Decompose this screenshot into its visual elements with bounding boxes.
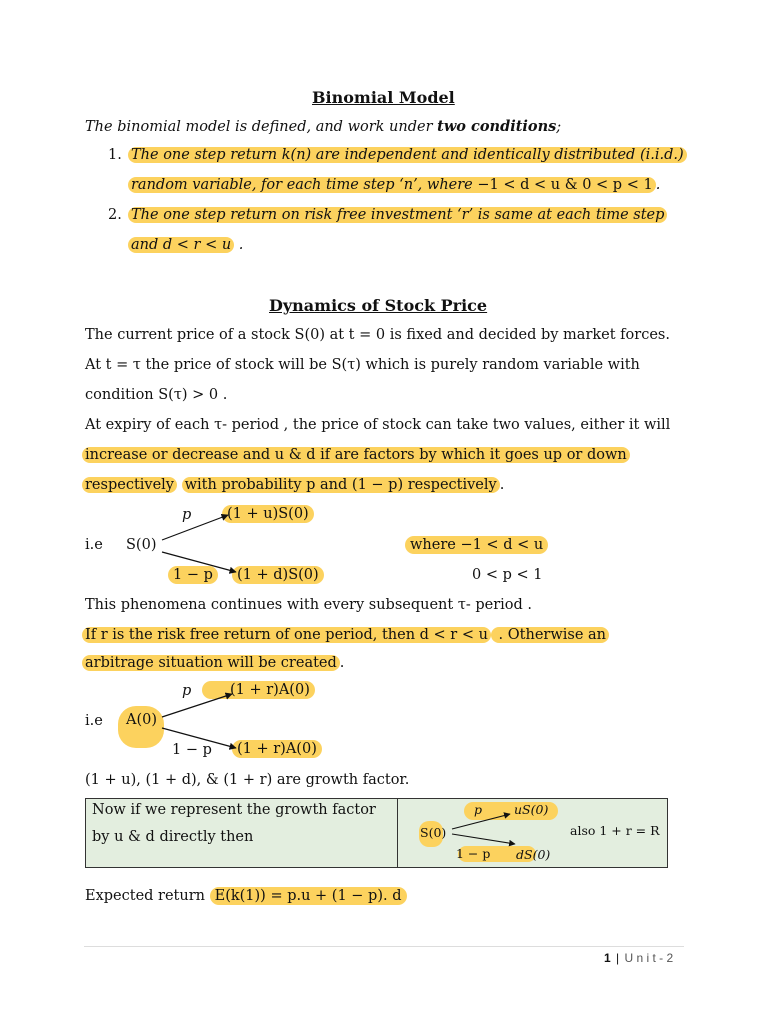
tree1-down-value: (1 + d)S(0) <box>232 566 324 584</box>
condition-1-math: −1 < d < u & 0 < p < 1 <box>477 177 653 193</box>
para1-line6-end: . <box>499 477 505 493</box>
para2-line3-highlight: arbitrage situation will be created <box>82 655 340 671</box>
para1-line1: The current price of a stock S(0) at t = 0 is fixed and decided by market forces. <box>85 327 670 343</box>
box-left-line1: Now if we represent the growth factor <box>92 802 376 818</box>
tree1-root: S(0) <box>126 537 157 553</box>
tree1-cond: 0 < p < 1 <box>472 567 543 583</box>
para1-line3: condition S(τ) > 0 . <box>85 387 228 403</box>
tree2-prob-down: 1 − p <box>172 742 212 758</box>
footer-divider <box>84 946 684 947</box>
para2-line3-end: . <box>339 655 345 671</box>
tree2-root: A(0) <box>126 712 158 728</box>
box-tree-prob-down: 1 − p <box>456 846 491 861</box>
tree2-down-value: (1 + r)A(0) <box>232 740 322 758</box>
condition-1-text: The one step return k(n) are independent and identically distributed (i.i.d.) <box>128 147 687 163</box>
expected-return-formula: E(k(1)) = p.u + (1 − p). d <box>210 887 407 905</box>
expected-return-label: Expected return <box>85 888 210 904</box>
box-tree-up-arrow <box>452 814 510 829</box>
para1-line6-highlight-a: respectively <box>82 477 177 493</box>
condition-2-number: 2. <box>108 207 122 223</box>
tree1-prob-up: p <box>182 507 192 523</box>
footer-separator: | <box>616 951 620 965</box>
condition-2-text: The one step return on risk free investment ‘r’ is same at each time step <box>128 207 667 223</box>
condition-2-math: and d < r < u <box>128 237 234 253</box>
growth-factor-line: (1 + u), (1 + d), & (1 + r) are growth factor. <box>85 772 410 788</box>
condition-1-end: . <box>655 177 661 193</box>
tree2-up-arrow <box>162 694 232 717</box>
para2-line1: This phenomena continues with every subsequent τ- period . <box>85 597 533 613</box>
footer-page-number: 1 <box>604 951 611 965</box>
tree2-down-arrow <box>162 728 236 748</box>
tree2-prob-up: p <box>182 683 192 699</box>
para1-line5-highlight: increase or decrease and u & d if are factors by which it goes up or down <box>82 447 630 463</box>
footer <box>604 951 673 965</box>
box-tree-prob-up: p <box>474 802 483 817</box>
box-tree-up: uS(0) <box>514 802 549 817</box>
section-title: Dynamics of Stock Price <box>269 296 488 315</box>
tree1-ie: i.e <box>85 537 103 553</box>
box-tree-root: S(0) <box>420 825 447 840</box>
box-left-line2: by u & d directly then <box>92 829 254 845</box>
tree1-down-arrow <box>162 552 236 572</box>
para2-line2-highlight: If r is the risk free return of one period, then d < r < u <box>82 627 491 643</box>
intro-bold: two conditions <box>437 118 557 135</box>
para1-line2: At t = τ the price of stock will be S(τ) which is purely random variable with <box>85 357 640 373</box>
intro-end: ; <box>556 119 562 135</box>
condition-2-end: . <box>234 237 244 253</box>
para2-line2-end: . Otherwise an <box>491 627 609 643</box>
box-tree-down: dS(0) <box>516 847 551 862</box>
intro-text-main: The binomial model is defined, and work under <box>85 119 438 135</box>
para1-line4: At expiry of each τ- period , the price of stock can take two values, either it will <box>85 417 671 433</box>
condition-1-number: 1. <box>108 147 122 163</box>
page-title: Binomial Model <box>312 88 455 107</box>
tree2-up-value: (1 + r)A(0) <box>202 681 315 699</box>
tree1-up-value: (1 + u)S(0) <box>222 505 314 523</box>
para1-line6-highlight-b: with probability p and (1 − p) respectively <box>182 477 500 493</box>
footer-unit: U n i t - 2 <box>624 951 674 965</box>
condition-1-text-2a: random variable, for each time step ‘n’, where <box>131 177 478 193</box>
box-also: also 1 + r = R <box>570 823 660 838</box>
box-tree-down-arrow <box>452 834 515 844</box>
tree1-where-value: where −1 < d < u <box>405 536 548 554</box>
tree2-ie: i.e <box>85 713 103 729</box>
tree1-up-arrow <box>162 515 228 540</box>
tree1-prob-down-value: 1 − p <box>168 566 218 584</box>
